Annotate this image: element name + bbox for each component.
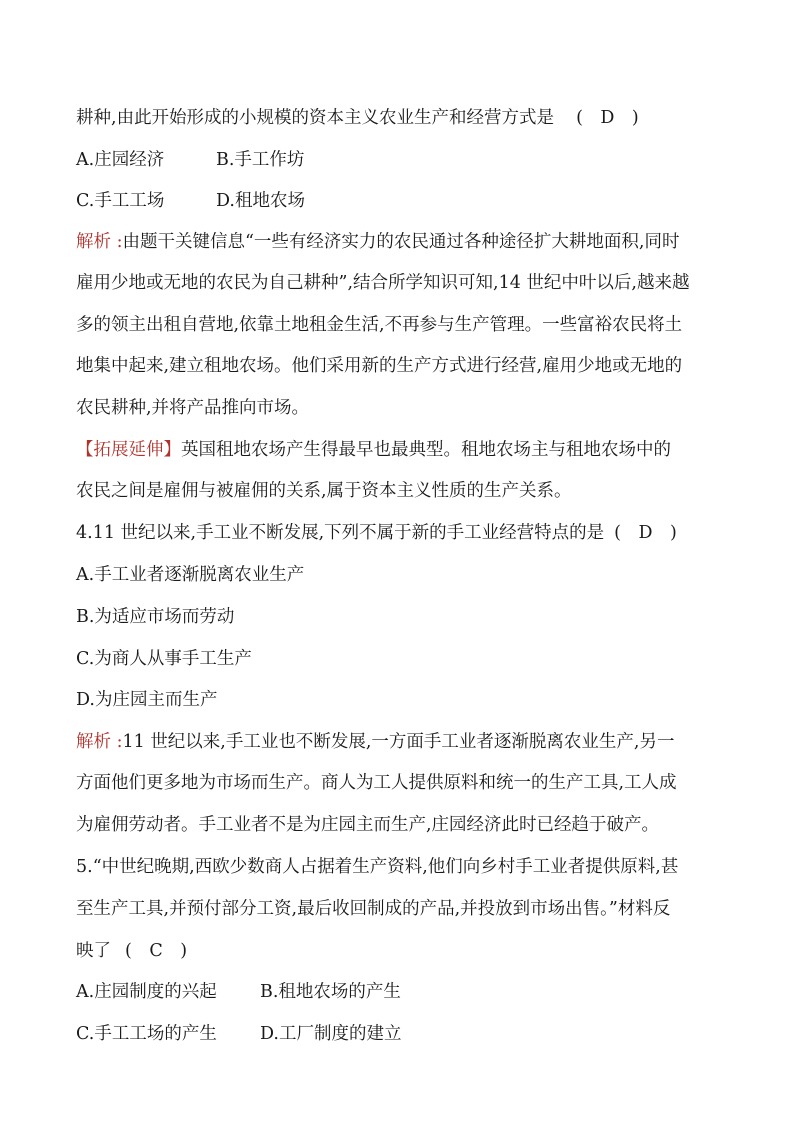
q4-stem-line — [76, 521, 677, 545]
q5-options-row-2 — [76, 1022, 401, 1046]
q4-analysis-line-2: 方面他们更多地为市场而生产。商人为工人提供原料和统一的生产工具,工人成 — [76, 773, 677, 793]
q4-stem-text: 4.11 世纪以来,手工业不断发展,下列不属于新的手工业经营特点的是 — [76, 523, 605, 543]
q4-analysis-label: 解析 : — [76, 732, 123, 752]
q3-extension-text: 英国租地农场产生得最早也最典型。租地农场主与租地农场中的 — [181, 440, 671, 460]
q4-option-c: C.为商人从事手工生产 — [76, 649, 252, 669]
q5-option-a: A.庄园制度的兴起 — [76, 982, 217, 1002]
q5-stem-line-2: 至生产工具,并预付部分工资,最后收回制成的产品,并投放到市场出售。”材料反 — [76, 899, 671, 919]
q3-analysis-line-3: 多的领主出租自营地,依靠土地租金生活,不再参与生产管理。一些富裕农民将土 — [76, 315, 683, 335]
q3-option-d: D.租地农场 — [216, 191, 305, 211]
q4-answer: ( D ) — [614, 523, 677, 543]
q4-option-b: B.为适应市场而劳动 — [76, 607, 235, 627]
q3-analysis-line-5: 农民耕种,并将产品推向市场。 — [76, 398, 310, 418]
q3-analysis-line-1 — [76, 230, 679, 254]
q5-stem-text: 映了 — [76, 941, 111, 961]
q3-analysis-label: 解析 : — [76, 232, 123, 252]
q3-option-c: C.手工工场 — [76, 191, 165, 211]
q5-option-c: C.手工工场的产生 — [76, 1024, 217, 1044]
q5-options-row-1 — [76, 980, 401, 1004]
q3-option-a: A.庄园经济 — [76, 150, 165, 170]
q5-stem-line-3 — [76, 939, 187, 963]
q3-option-b: B.手工作坊 — [216, 150, 305, 170]
q5-answer: ( C ) — [125, 941, 188, 961]
q3-stem-text: 耕种,由此开始形成的小规模的资本主义农业生产和经营方式是 — [76, 108, 555, 128]
q3-stem-line — [76, 106, 639, 130]
q3-analysis-line-2: 雇用少地或无地的农民为自己耕种”,结合所学知识可知,14 世纪中叶以后,越来越 — [76, 273, 690, 293]
q4-analysis-line-1 — [76, 730, 675, 754]
q3-options-row-1 — [76, 148, 304, 172]
q5-option-d: D.工厂制度的建立 — [260, 1024, 402, 1044]
q3-extension-line-1 — [76, 438, 671, 462]
q4-option-a: A.手工业者逐渐脱离农业生产 — [76, 565, 305, 585]
q3-extension-line-2: 农民之间是雇佣与被雇佣的关系,属于资本主义性质的生产关系。 — [76, 481, 572, 501]
q4-analysis-text: 11 世纪以来,手工业也不断发展,一方面手工业者逐渐脱离农业生产,另一 — [122, 732, 675, 752]
q3-analysis-text: 由题干关键信息“一些有经济实力的农民通过各种途径扩大耕地面积,同时 — [122, 232, 680, 252]
q3-analysis-line-4: 地集中起来,建立租地农场。他们采用新的生产方式进行经营,雇用少地或无地的 — [76, 356, 683, 376]
q4-option-d: D.为庄园主而生产 — [76, 690, 218, 710]
q3-options-row-2 — [76, 189, 305, 213]
q4-analysis-line-3: 为雇佣劳动者。手工业者不是为庄园主而生产,庄园经济此时已经趋于破产。 — [76, 815, 660, 835]
q3-answer: ( D ) — [576, 108, 639, 128]
q5-stem-line-1: 5.“中世纪晚期,西欧少数商人占据着生产资料,他们向乡村手工业者提供原料,甚 — [76, 857, 679, 877]
q5-option-b: B.租地农场的产生 — [260, 982, 401, 1002]
q3-extension-label: 【拓展延伸】 — [76, 440, 181, 460]
